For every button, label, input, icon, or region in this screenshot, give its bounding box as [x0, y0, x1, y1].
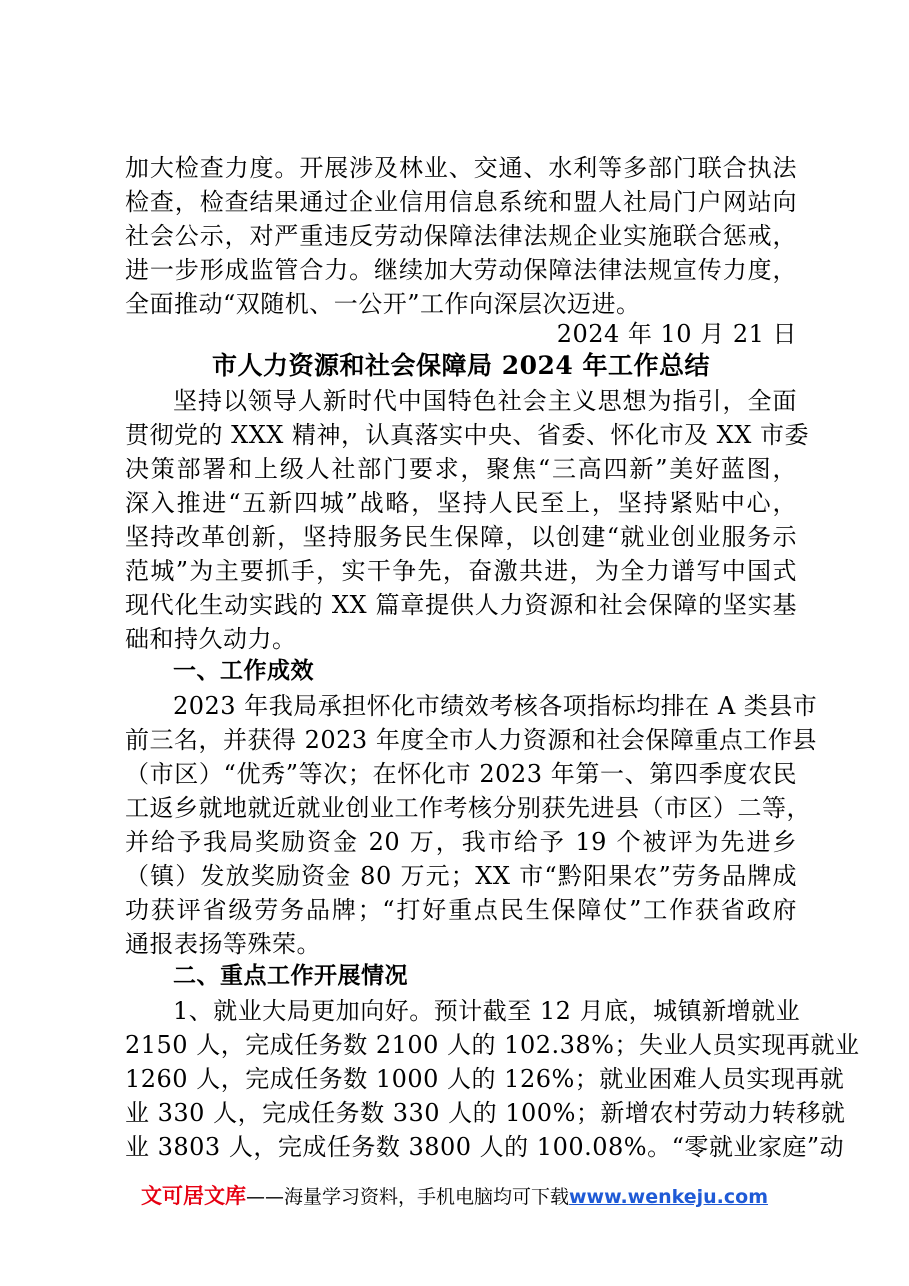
document-date: 2024 年 10 月 21 日 [556, 320, 797, 348]
body-line: 业 3803 人，完成任务数 3800 人的 100.08%。“零就业家庭”动 [125, 1133, 845, 1161]
body-line: 2150 人，完成任务数 2100 人的 102.38%；失业人员实现再就业 [125, 1031, 860, 1059]
body-line: 业 330 人，完成任务数 330 人的 100%；新增农村劳动力转移就 [125, 1099, 846, 1127]
body-line: 贯彻党的 XXX 精神，认真落实中央、省委、怀化市及 XX 市委 [125, 421, 809, 449]
footer-brand: 文可居文库 [140, 1184, 246, 1208]
body-line: 前三名，并获得 2023 年度全市人力资源和社会保障重点工作县 [125, 726, 817, 754]
body-line: （镇）发放奖励资金 80 万元；XX 市“黔阳果农”劳务品牌成 [125, 862, 797, 890]
body-line: 并给予我局奖励资金 20 万，我市给予 19 个被评为先进乡 [125, 828, 797, 856]
section-heading: 一、工作成效 [173, 658, 314, 684]
body-line: 社会公示，对严重违反劳动保障法律法规企业实施联合惩戒， [125, 222, 797, 250]
body-line: 础和持久动力。 [125, 625, 297, 653]
body-line: 功获评省级劳务品牌；“打好重点民生保障仗”工作获省政府 [125, 896, 797, 924]
body-line: 1、就业大局更加向好。预计截至 12 月底，城镇新增就业 [173, 997, 801, 1025]
footer-link[interactable]: www.wenkeju.com [569, 1186, 769, 1208]
body-line: 加大检查力度。开展涉及林业、交通、水利等多部门联合执法 [125, 154, 797, 182]
body-line: 2023 年我局承担怀化市绩效考核各项指标均排在 A 类县市 [173, 692, 818, 720]
document-title: 市人力资源和社会保障局 2024 年工作总结 [212, 351, 710, 380]
footer-slogan: ——海量学习资料，手机电脑均可下载 [245, 1186, 569, 1208]
body-line: 工返乡就地就近就业创业工作考核分别获先进县（市区）二等， [125, 794, 811, 822]
section-heading: 二、重点工作开展情况 [173, 963, 408, 989]
body-line: 范城”为主要抓手，实干争先，奋激共进，为全力谱写中国式 [125, 557, 797, 585]
body-line: 通报表扬等殊荣。 [125, 930, 321, 958]
body-line: 进一步形成监管合力。继续加大劳动保障法律法规宣传力度， [125, 256, 797, 284]
body-line: 坚持改革创新，坚持服务民生保障，以创建“就业创业服务示 [125, 523, 797, 551]
body-line: 坚持以领导人新时代中国特色社会主义思想为指引，全面 [173, 387, 797, 415]
body-line: （市区）“优秀”等次；在怀化市 2023 年第一、第四季度农民 [125, 760, 797, 788]
body-line: 深入推进“五新四城”战略，坚持人民至上，坚持紧贴中心， [125, 489, 797, 517]
body-line: 决策部署和上级人社部门要求，聚焦“三高四新”美好蓝图， [125, 455, 797, 483]
footer-banner [0, 1180, 909, 1213]
body-line: 全面推动“双随机、一公开”工作向深层次迈进。 [125, 290, 641, 318]
body-line: 现代化生动实践的 XX 篇章提供人力资源和社会保障的坚实基 [125, 591, 797, 619]
body-line: 1260 人，完成任务数 1000 人的 126%；就业困难人员实现再就 [125, 1065, 845, 1093]
body-line: 检查，检查结果通过企业信用信息系统和盟人社局门户网站向 [125, 188, 797, 216]
